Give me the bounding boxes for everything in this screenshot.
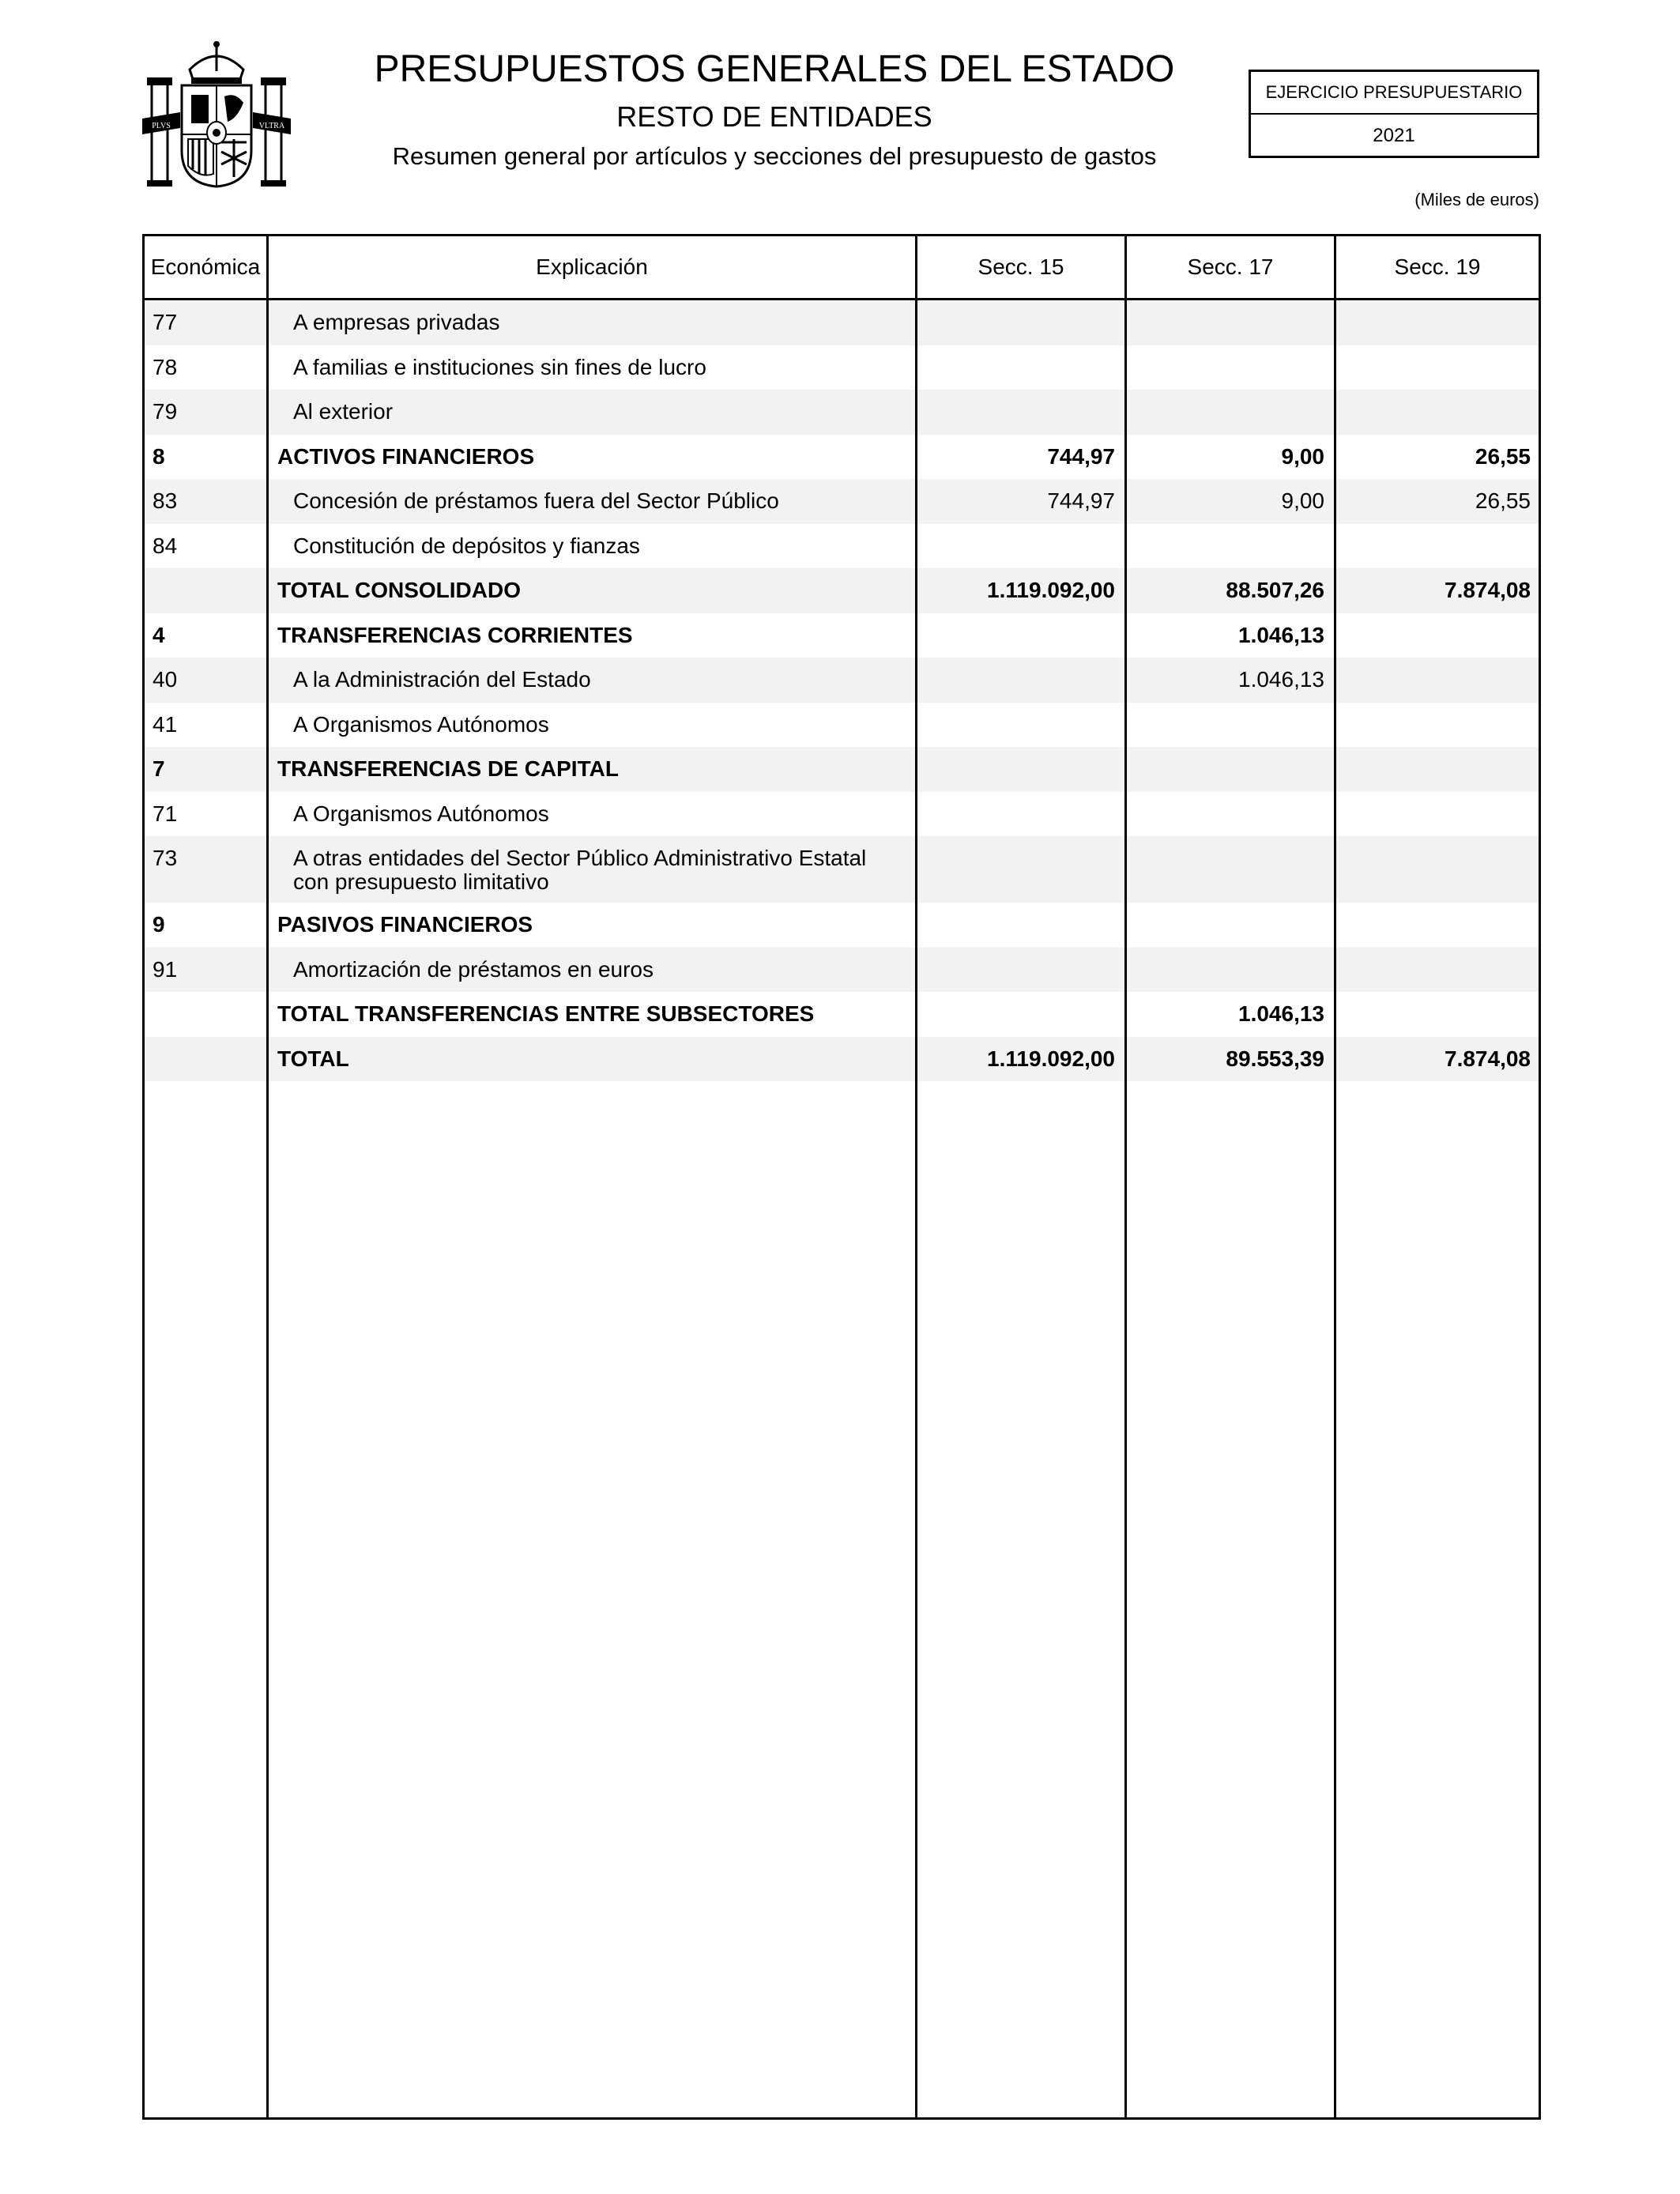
row-code: [153, 568, 263, 578]
row-explanation: TRANSFERENCIAS DE CAPITAL: [277, 756, 619, 781]
row-code: 83: [153, 488, 178, 513]
row-value-secc17: 1.046,13: [1238, 1001, 1324, 1026]
row-code: 71: [153, 801, 178, 826]
row-value-secc15: 1.119.092,00: [987, 578, 1115, 602]
row-value-secc15: [917, 836, 1115, 846]
row-value-secc19: [1336, 792, 1531, 801]
page-title: PRESUPUESTOS GENERALES DEL ESTADO: [374, 48, 1175, 90]
row-value-secc17: [1127, 903, 1324, 912]
table-row: [145, 1037, 1539, 1082]
row-value-secc17: [1127, 703, 1324, 712]
row-value-secc19: 7.874,08: [1445, 1046, 1531, 1071]
table-row: [145, 613, 1539, 658]
row-value-secc17: [1127, 836, 1324, 846]
row-code: 9: [153, 912, 165, 937]
row-value-secc15: [917, 658, 1115, 667]
row-value-secc17: [1127, 390, 1324, 399]
row-explanation: Concesión de préstamos fuera del Sector Público: [293, 488, 779, 513]
row-value-secc17: 89.553,39: [1226, 1046, 1324, 1071]
row-value-secc17: [1127, 792, 1324, 801]
table-row: [145, 345, 1539, 390]
row-code: [153, 1037, 263, 1046]
row-explanation: ACTIVOS FINANCIEROS: [277, 443, 535, 469]
row-value-secc17: [1127, 345, 1324, 355]
row-value-secc19: [1336, 747, 1531, 756]
col-header-secc19: Secc. 19: [1394, 254, 1481, 279]
row-code: 78: [153, 354, 178, 379]
row-value-secc19: [1336, 836, 1531, 846]
table-header: [145, 236, 1539, 300]
row-value-secc15: [917, 345, 1115, 355]
row-value-secc17: 9,00: [1281, 488, 1324, 513]
table-row: [145, 524, 1539, 569]
coat-of-arms-logo: [141, 40, 292, 191]
row-value-secc19: [1336, 948, 1531, 957]
table-row: [145, 703, 1539, 748]
row-value-secc19: [1336, 524, 1531, 533]
row-value-secc19: 26,55: [1475, 488, 1531, 513]
row-code: 91: [153, 956, 178, 982]
crest-motto-left: PLVS: [152, 122, 171, 130]
row-explanation-continued: con presupuesto limitativo: [293, 869, 549, 894]
units-note: (Miles de euros): [1414, 190, 1539, 209]
row-value-secc17: [1127, 524, 1324, 533]
row-value-secc19: [1336, 703, 1531, 712]
col-header-secc15: Secc. 15: [977, 254, 1064, 279]
column-divider: [1124, 236, 1127, 2117]
row-value-secc17: [1127, 300, 1324, 310]
row-value-secc15: [917, 524, 1115, 533]
row-explanation: A Organismos Autónomos: [293, 801, 549, 826]
col-header-secc17: Secc. 17: [1187, 254, 1274, 279]
row-value-secc19: [1336, 613, 1531, 623]
row-code: 84: [153, 533, 178, 558]
row-value-secc17: 9,00: [1281, 443, 1324, 469]
row-value-secc17: 1.046,13: [1238, 667, 1324, 692]
row-code: 4: [153, 622, 165, 647]
budget-year-box: [1249, 70, 1539, 158]
table-row: [145, 792, 1539, 837]
col-header-explicacion: Explicación: [536, 254, 648, 279]
table-row: [145, 948, 1539, 993]
row-code: 79: [153, 399, 178, 424]
row-value-secc15: [917, 792, 1115, 801]
row-explanation: TOTAL CONSOLIDADO: [277, 578, 521, 602]
column-divider: [266, 236, 269, 2117]
row-explanation: A la Administración del Estado: [293, 667, 591, 692]
row-value-secc15: [917, 300, 1115, 310]
table-row: [145, 390, 1539, 435]
table-row: [145, 836, 1539, 903]
row-code: 40: [153, 667, 178, 692]
page-subtitle: RESTO DE ENTIDADES: [616, 100, 932, 133]
row-code: 41: [153, 711, 178, 737]
row-value-secc17: 1.046,13: [1238, 622, 1324, 647]
row-value-secc15: 744,97: [1047, 488, 1115, 513]
row-explanation: A empresas privadas: [293, 310, 500, 334]
row-code: 8: [153, 443, 165, 469]
table-row: [145, 479, 1539, 524]
row-value-secc19: [1336, 992, 1531, 1001]
table-row: [145, 992, 1539, 1037]
row-value-secc19: [1336, 300, 1531, 310]
row-explanation: TOTAL TRANSFERENCIAS ENTRE SUBSECTORES: [277, 1001, 815, 1026]
row-explanation: Amortización de préstamos en euros: [293, 956, 654, 982]
budget-year-value: 2021: [1373, 125, 1415, 146]
row-explanation: A familias e instituciones sin fines de lucro: [293, 354, 706, 379]
row-value-secc19: [1336, 390, 1531, 399]
row-code: 77: [153, 310, 178, 334]
row-explanation: A otras entidades del Sector Público Administrativo Estatal: [293, 846, 867, 870]
row-value-secc19: 7.874,08: [1445, 578, 1531, 602]
row-value-secc15: 744,97: [1047, 443, 1115, 469]
row-explanation: Al exterior: [293, 399, 394, 424]
row-value-secc17: [1127, 948, 1324, 957]
col-header-economica: Económica: [150, 254, 261, 279]
table-row: [145, 658, 1539, 703]
column-divider: [915, 236, 917, 2117]
row-value-secc17: [1127, 747, 1324, 756]
row-value-secc19: [1336, 903, 1531, 912]
row-code: [153, 992, 263, 1001]
row-value-secc15: [917, 903, 1115, 912]
table-row: [145, 568, 1539, 613]
row-value-secc15: [917, 703, 1115, 712]
row-explanation: TOTAL: [277, 1046, 349, 1071]
page-description: Resumen general por artículos y secciones del presupuesto de gastos: [392, 142, 1157, 170]
row-explanation: A Organismos Autónomos: [293, 711, 549, 737]
table-row: [145, 747, 1539, 792]
row-value-secc19: [1336, 658, 1531, 667]
row-value-secc15: [917, 747, 1115, 756]
row-explanation: PASIVOS FINANCIEROS: [277, 912, 533, 937]
row-value-secc19: [1336, 345, 1531, 355]
row-value-secc17: 88.507,26: [1226, 578, 1324, 602]
row-value-secc15: [917, 390, 1115, 399]
row-code: 73: [153, 846, 178, 870]
row-code: 7: [153, 756, 165, 781]
row-value-secc15: [917, 948, 1115, 957]
row-explanation: TRANSFERENCIAS CORRIENTES: [277, 622, 633, 647]
table-row: [145, 300, 1539, 345]
row-value-secc15: [917, 613, 1115, 623]
row-value-secc15: 1.119.092,00: [987, 1046, 1115, 1071]
row-value-secc15: [917, 992, 1115, 1001]
table-row: [145, 435, 1539, 480]
budget-year-label: EJERCICIO PRESUPUESTARIO: [1251, 72, 1537, 115]
row-explanation: Constitución de depósitos y fianzas: [293, 533, 640, 558]
row-value-secc19: 26,55: [1475, 443, 1531, 469]
document-titles: [316, 47, 1233, 172]
table-row: [145, 903, 1539, 948]
column-divider: [1334, 236, 1336, 2117]
budget-table: [142, 234, 1541, 2120]
crest-motto-right: VLTRA: [258, 122, 285, 130]
